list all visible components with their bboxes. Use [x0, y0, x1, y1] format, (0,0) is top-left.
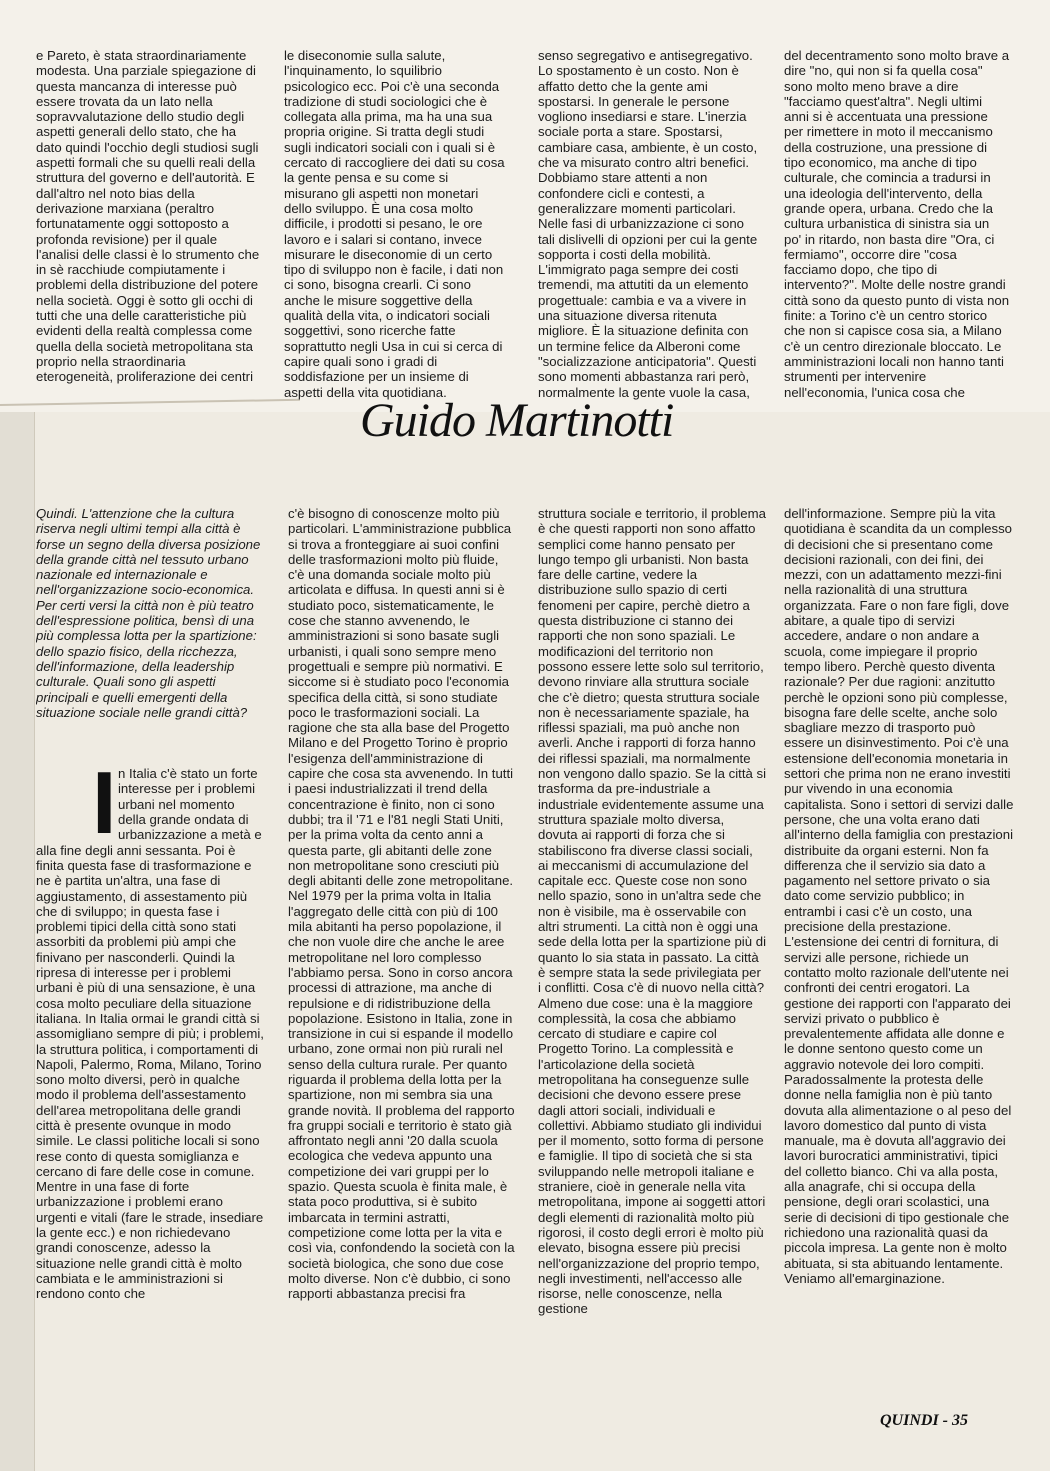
answer-text-1: n Italia c'è stato un forte interesse per i problemi urbani nel momento della grande ondata di urbanizzazione a metà e alla fine degli anni sessanta. Poi è finita questa fase di trasformazione e ne è partita un'altra, una fase di aggiustamento, di assestamento più che di sviluppo; in questa fase i problemi tipici della città sono stati assorbiti da problemi più ampi che finivano per nasconderli. Quindi la ripresa di interesse per i problemi urbani è più di una sensazione, è una cosa molto peculiare della situazione italiana. In Italia ormai le grandi città si assomigliano sempre di più; i problemi, la struttura politica, i comportamenti di Napoli, Palermo, Roma, Milano, Torino sono molto diversi, però in qualche modo il problema dell'assestamento dell'area metropolitana delle grandi città è presente ovunque in modo simile. Le classi politiche locali si sono rese conto di questa somiglianza e cercano di fare delle cose in comune. Mentre in una fase di forte urbanizzazione i problemi erano urgenti e vitali (fare le strade, insediare la gente ecc.) e non richiedevano grandi conoscenze, adesso la situazione nelle grandi città è molto cambiata e le amministrazioni si rendono conto che — [36, 766, 264, 1302]
interview-column-1 — [36, 506, 264, 1354]
interview-column-3: struttura sociale e territorio, il problema è che questi rapporti non sono affatto semplici come hanno pensato per lungo tempo gli urbanisti. Non basta fare delle cartine, vedere la distribuzione sullo spazio di certi fenomeni per capire, perchè dietro a questa distribuzione ci stanno dei rapporti che non sono spaziali. Le modificazioni del territorio non possono essere lette solo sul territorio, devono rinviare alla struttura sociale che c'è dietro; questa struttura sociale non è necessariamente spaziale, ha riflessi spaziali, ma può anche non averli. Anche i rapporti di forza hanno dei riflessi spaziali, ma normalmente non vengono dallo spazio. Se la città si trasforma da pre-industriale a industriale evidentemente assume una struttura spaziale molto diversa, dovuta ai rapporti di forza che si stabiliscono fra diverse classi sociali, ai meccanismi di accumulazione del capitale ecc. Queste cose non sono nello spazio, sono in un'altra sede che non è visibile, ma è osservabile con altri strumenti. La città non è oggi una sede della lotta per la spartizione più di quanto lo sia stata in passato. La città è sempre stata la sede privilegiata per i conflitti. Cosa c'è di nuovo nella città? Almeno due cose: una è la maggiore complessità, la cosa che abbiamo cercato di studiare e capire col Progetto Torino. La complessità e l'articolazione della società metropolitana ha conseguenze sulle decisioni che devono essere prese dagli attori sociali, individuali e collettivi. Abbiamo studiato gli individui per il momento, sotto forma di persone e famiglie. Il tipo di società che si sta sviluppando nelle metropoli italiane e straniere, cioè in generale nella vita metropolitana, impone ai soggetti attori degli elementi di razionalità molto più rigorosi, il costo degli errori è molto più elevato, bisogna essere più precisi nell'organizzazione del proprio tempo, negli investimenti, nell'accesso alle risorse, nelle conoscenze, nella gestione — [538, 506, 766, 1317]
top-column-3: senso segregativo e antisegregativo. Lo spostamento è un costo. Non è affatto detto che la gente ami spostarsi. In generale le persone vogliono insediarsi e stare. L'inerzia sociale porta a stare. Spostarsi, cambiare casa, ambiente, è un costo, che va misurato contro altri benefici. Dobbiamo stare attenti a non confondere cicli e contesti, a generalizzare momenti particolari. Nelle fasi di urbanizzazione ci sono tali dislivelli di opzioni per cui la gente sopporta i costi della mobilità. L'immigrato paga sempre dei costi tremendi, ma attutiti da un elemento progettuale: cambia e va a vivere in una situazione diversa ritenuta migliore. È la situazione definita con un termine felice da Alberoni come "socializzazione anticipatoria". Questi sono momenti abbastanza rari però, normalmente la gente vuole la casa, — [538, 48, 758, 400]
page-folio: QUINDI - 35 — [880, 1412, 968, 1429]
author-title: Guido Martinotti — [360, 394, 674, 447]
top-column-1: e Pareto, è stata straordinariamente modesta. Una parziale spiegazione di questa mancanza di interesse può essere trovata da un lato nella sopravvalutazione dello studio degli aspetti generali dello stato, che ha dato quindi l'occhio degli studiosi sugli aspetti formali che su quelli reali della struttura del governo e dell'autorità. E dall'altro nel noto bias della derivazione marxiana (peraltro fortunatamente oggi sottoposto a profonda revisione) per il quale l'analisi delle classi è lo strumento che in sè racchiude compiutamente i problemi della distribuzione del potere nella società. Oggi è sotto gli occhi di tutti che una delle caratteristiche più evidenti della realtà complessa come quella della società metropolitana sta proprio nella straordinaria eterogeneità, proliferazione dei centri — [36, 48, 260, 385]
top-column-4: del decentramento sono molto brave a dire "no, qui non si fa quella cosa" sono molto meno brave a dire "facciamo quest'altra". Negli ultimi anni si è accentuata una pressione per rimettere in moto il meccanismo della costruzione, una pressione di tipo economico, ma anche di tipo culturale, che comincia a tradursi in una ideologia dell'intervento, della grande opera, urbana. Credo che la cultura urbanistica di sinistra sia un po' in ritardo, non basta dire "Ora, ci fermiamo", occorre dire "cosa facciamo dopo, che tipo di intervento?". Molte delle nostre grandi città sono da questo punto di vista non finite: a Torino c'è un centro storico che non si capisce cosa sia, a Milano c'è un centro direzionale bloccato. Le amministrazioni locali non hanno tanti strumenti per intervenire nell'economia, l'unica cosa che — [784, 48, 1010, 400]
interview-question: Quindi. L'attenzione che la cultura riserva negli ultimi tempi alla città è forse un segno della diversa posizione della grande città nel tessuto urbano nazionale ed internazionale e nell'organizzazione socio-economica. Per certi versi la città non è più teatro dell'espressione politica, bensì di una più complessa lotta per la spartizione: dello spazio fisico, della ricchezza, dell'informazione, della leadership culturale. Quali sono gli aspetti principali e quelli emergenti della situazione sociale nelle grandi città? — [36, 506, 261, 720]
top-column-2: le diseconomie sulla salute, l'inquinamento, lo squilibrio psicologico ecc. Poi c'è una seconda tradizione di studi sociologici che è collegata alla prima, ma ha una sua propria origine. Si tratta degli studi sugli indicatori sociali con i quali si è cercato di raccogliere dei dati su cosa la gente pensa e su come si misurano gli aspetti non monetari dello sviluppo. È una cosa molto difficile, i prodotti si pesano, le ore lavoro e i salari si contano, invece misurare le diseconomie di un certo tipo di sviluppo non è facile, i dati non ci sono, bisogna crearli. Ci sono anche le misure soggettive della qualità della vita, o indicatori sociali soggettivi, sono ricerche fatte soprattutto negli Usa in cui si cerca di capire quali sono i gradi di soddisfazione per un insieme di aspetti della vita quotidiana. — [284, 48, 505, 400]
interview-column-2: c'è bisogno di conoscenze molto più particolari. L'amministrazione pubblica si trova a fronteggiare ai suoi confini delle trasformazioni molto più fluide, c'è una domanda sociale molto più articolata e diffusa. In questi anni si è studiato poco, sistematicamente, le cose che stanno avvenendo, le amministrazioni si sono basate sugli urbanisti, i quali sono sempre meno progettuali e sempre più normativi. E siccome si è studiato poco l'economia specifica della città, si sono studiate poco le trasformazioni sociali. La ragione che sta alla base del Progetto Milano e del Progetto Torino è proprio l'esigenza dell'amministrazione di capire che cosa sta avvenendo. In tutti i paesi industrializzati il trend della concentrazione è finito, non ci sono dubbi; tra il '71 e l'81 negli Stati Uniti, per la prima volta da cento anni a questa parte, gli abitanti delle zone non metropolitane sono cresciuti più degli abitanti delle zone metropolitane. Nel 1979 per la prima volta in Italia l'aggregato delle città con più di 100 mila abitanti ha perso popolazione, il che non vuole dire che anche le aree metropolitane nel loro complesso l'abbiamo persa. Sono in corso ancora processi di attrazione, ma anche di repulsione e di ridistribuzione della popolazione. Esistono in Italia, zone in transizione in cui si espande il modello urbano, zone ormai non più rurali nel senso della cultura rurale. Per quanto riguarda il problema della lotta per la spartizione, non mi sembra sia una grande novità. Il problema del rapporto fra gruppi sociali e territorio è stato già affrontato negli anni '20 dalla scuola ecologica che vedeva appunto una competizione dei vari gruppi per lo spazio. Questa scuola è finita male, è stata poco produttiva, si è subito imbarcata in termini astratti, competizione come lotta per la vita e così via, confondendo la società con la società biologica, che sono due cose molto diverse. Non c'è dubbio, ci sono rapporti abbastanza precisi fra — [288, 506, 515, 1302]
drop-cap: I — [92, 753, 117, 853]
torn-corner — [0, 0, 262, 412]
answer-start — [36, 753, 264, 1302]
interview-column-4: dell'informazione. Sempre più la vita quotidiana è scandita da un complesso di decisioni che si presentano come decisioni razionali, con dei fini, dei mezzi, con un adattamento mezzi-fini nella razionalità di una struttura organizzata. Fare o non fare figli, dove abitare, a quale tipo di servizi accedere, andare o non andare a scuola, come impiegare il proprio tempo libero. Perchè questo diventa razionale? Per due ragioni: anzitutto perchè le opzioni sono più complesse, bisogna fare delle scelte, anche solo sbagliare mezzo di trasporto può essere un disinvestimento. Poi c'è una estensione dell'economia monetaria in settori che prima non ne erano investiti pur vivendo in una economia capitalista. Sono i settori di servizi dalle persone, che una volta erano dati all'interno della famiglia con prestazioni distribuite da organi esterni. Non fa differenza che il servizio sia dato a pagamento nel settore privato o sia dato come servizio pubblico; in entrambi i casi c'è un costo, una precisione della prestazione. L'estensione dei centri di fornitura, di servizi alle persone, richiede un contatto molto razionale dell'utente nei confronti dei centri erogatori. La gestione dei rapporti con l'apparato dei servizi privato o pubblico è prevalentemente affidata alle donne e le donne sentono questo come un aggravio notevole dei loro compiti. Paradossalmente la protesta delle donne nella famiglia non è più tanto dovuta alla alimentazione o al peso del lavoro domestico dal punto di vista manuale, ma è dovuta all'aggravio dei lavori burocratici amministrativi, tipici del colletto bianco. Chi va alla posta, alla anagrafe, chi si occupa della pensione, degli orari scolastici, una serie di decisioni di tipo gestionale che richiedono una razionalità quasi da piccola impresa. La gente non è molto abituata, si sta abituando lentamente. Veniamo all'emarginazione. — [784, 506, 1014, 1286]
